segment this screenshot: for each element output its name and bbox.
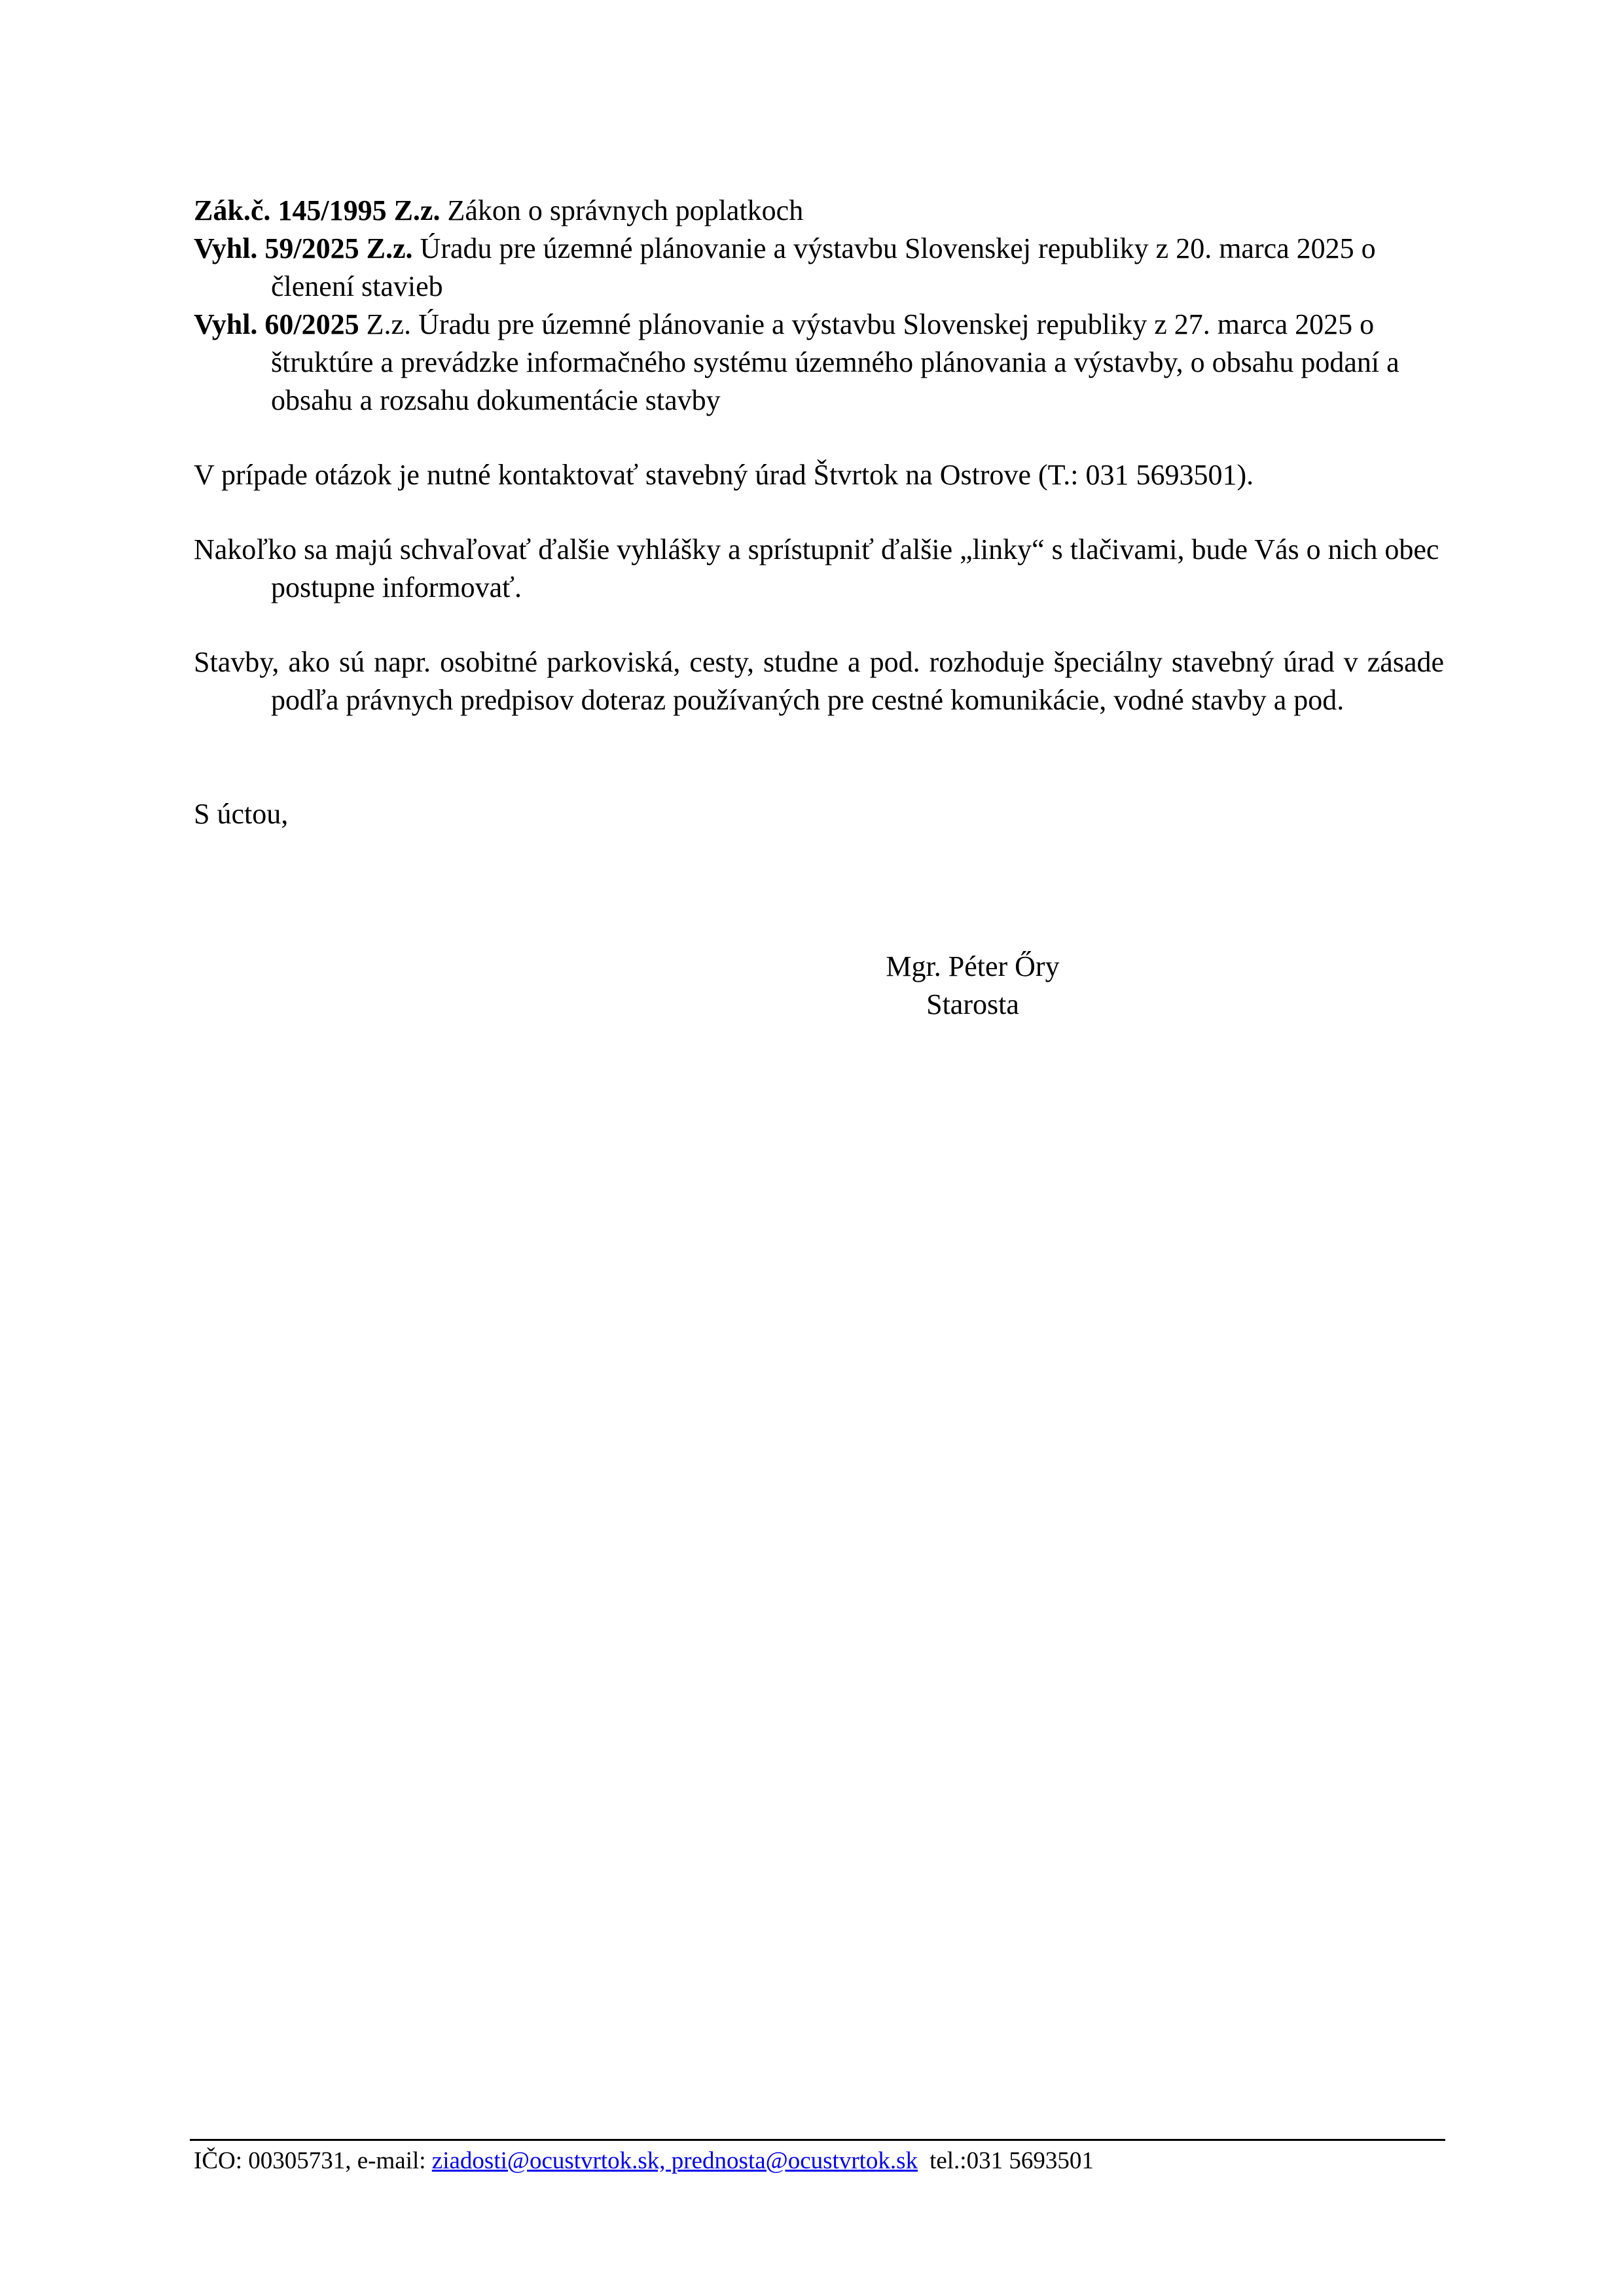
signature-block: [875, 948, 1071, 1024]
legal-reference-text: Zákon o správnych poplatkoch: [440, 194, 804, 226]
legal-reference-code: Vyhl. 60/2025: [194, 308, 359, 340]
email-links[interactable]: ziadosti@ocustvrtok.sk, prednosta@ocustvrtok.sk: [431, 2147, 918, 2174]
footer-phone: tel.:031 5693501: [929, 2147, 1094, 2174]
footer-prefix: IČO: 00305731, e-mail:: [194, 2147, 432, 2174]
closing-salutation: S úctou,: [194, 798, 289, 830]
signatory-title: Starosta: [926, 988, 1019, 1020]
legal-reference-2: [194, 230, 1444, 306]
legal-reference-text: Z.z. Úradu pre územné plánovanie a výstavbu Slovenskej republiky z 27. marca 2025 o štruktúre a prevádzke informačného systému územného plánovania a výstavby, o obsahu podaní a obsahu a rozsahu dokumentácie stavby: [271, 308, 1399, 416]
letter-body: [194, 192, 1444, 833]
legal-reference-3: [194, 306, 1444, 420]
contact-paragraph: V prípade otázok je nutné kontaktovať stavebný úrad Štvrtok na Ostrove (T.: 031 5693501).: [194, 459, 1254, 491]
legal-reference-code: Zák.č. 145/1995 Z.z.: [194, 194, 441, 226]
legal-reference-text: Úradu pre územné plánovanie a výstavbu Slovenskej republiky z 20. marca 2025 o členení stavieb: [271, 232, 1376, 302]
information-paragraph: Nakoľko sa majú schvaľovať ďalšie vyhlášky a sprístupniť ďalšie „linky“ s tlačivami, bude Vás o nich obec postupne informovať.: [194, 533, 1439, 603]
signatory-name: Mgr. Péter Őry: [886, 950, 1060, 982]
footer: [194, 2146, 1094, 2176]
special-authority-paragraph: Stavby, ako sú napr. osobitné parkoviská, cesty, studne a pod. rozhoduje špeciálny stavebný úrad v zásade podľa právnych predpisov doteraz používaných pre cestné komunikácie, vodné stavby a pod.: [194, 646, 1444, 716]
footer-divider: [190, 2139, 1445, 2141]
legal-reference-1: [194, 192, 1444, 230]
legal-reference-code: Vyhl. 59/2025 Z.z.: [194, 232, 413, 264]
